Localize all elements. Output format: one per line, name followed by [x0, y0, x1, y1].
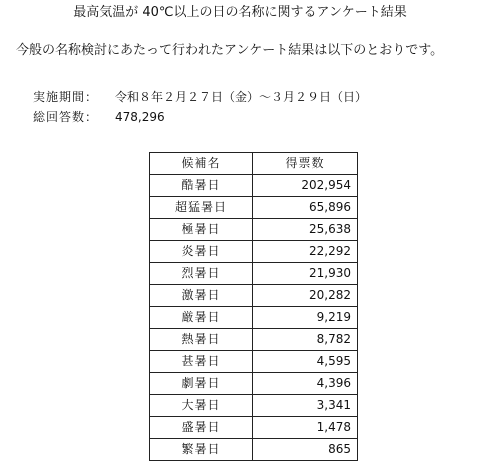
total-responses — [33, 108, 165, 126]
candidate-name: 甚暑日 — [150, 351, 253, 373]
candidate-name: 酷暑日 — [150, 175, 253, 197]
vote-count: 202,954 — [253, 175, 358, 197]
vote-count: 8,782 — [253, 329, 358, 351]
table-row — [150, 329, 358, 351]
vote-count: 3,341 — [253, 395, 358, 417]
candidate-name: 劇暑日 — [150, 373, 253, 395]
candidate-name: 盛暑日 — [150, 417, 253, 439]
vote-count: 65,896 — [253, 197, 358, 219]
candidate-name: 繁暑日 — [150, 439, 253, 461]
total-responses-label: 総回答数： — [33, 110, 99, 124]
survey-period-label: 実施期間： — [33, 90, 99, 104]
vote-count: 9,219 — [253, 307, 358, 329]
candidate-name: 厳暑日 — [150, 307, 253, 329]
survey-period-value: 令和８年２月２７日（金）～３月２９日（日） — [115, 90, 368, 104]
intro-text: 今般の名称検討にあたって行われたアンケート結果は以下のとおりです。 — [16, 43, 444, 58]
total-responses-value: 478,296 — [115, 110, 165, 124]
table-row — [150, 197, 358, 219]
candidate-name: 激暑日 — [150, 285, 253, 307]
results-table — [149, 152, 358, 461]
vote-count: 1,478 — [253, 417, 358, 439]
table-row — [150, 263, 358, 285]
vote-count: 4,595 — [253, 351, 358, 373]
vote-count: 20,282 — [253, 285, 358, 307]
table-header-row — [150, 153, 358, 175]
candidate-name: 超猛暑日 — [150, 197, 253, 219]
candidate-name: 大暑日 — [150, 395, 253, 417]
candidate-name: 極暑日 — [150, 219, 253, 241]
header-candidate-name: 候補名 — [150, 153, 253, 175]
candidate-name: 炎暑日 — [150, 241, 253, 263]
table-row — [150, 241, 358, 263]
table-row — [150, 175, 358, 197]
document-title: 最高気温が 40℃以上の日の名称に関するアンケート結果 — [73, 5, 407, 20]
table-row — [150, 219, 358, 241]
table-row — [150, 417, 358, 439]
vote-count: 865 — [253, 439, 358, 461]
table-row — [150, 395, 358, 417]
table-row — [150, 351, 358, 373]
table-row — [150, 373, 358, 395]
table-row — [150, 285, 358, 307]
candidate-name: 烈暑日 — [150, 263, 253, 285]
vote-count: 22,292 — [253, 241, 358, 263]
table-row — [150, 307, 358, 329]
vote-count: 21,930 — [253, 263, 358, 285]
table-row — [150, 439, 358, 461]
survey-period — [33, 88, 367, 106]
vote-count: 25,638 — [253, 219, 358, 241]
header-vote-count: 得票数 — [253, 153, 358, 175]
candidate-name: 熱暑日 — [150, 329, 253, 351]
vote-count: 4,396 — [253, 373, 358, 395]
